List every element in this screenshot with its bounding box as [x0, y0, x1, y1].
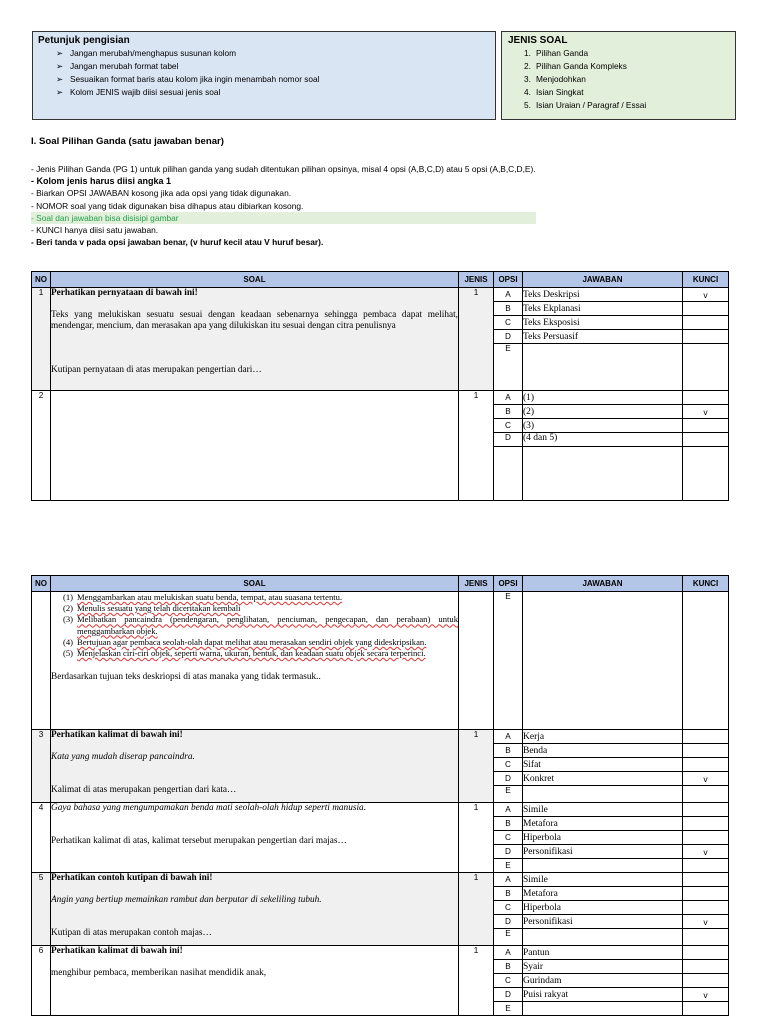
option-label: E [494, 344, 523, 391]
key-cell[interactable] [683, 887, 729, 901]
key-cell[interactable] [683, 803, 729, 817]
header-opsi: OPSI [494, 272, 523, 288]
answer-cell[interactable]: Simile [523, 803, 683, 817]
option-label: C [494, 831, 523, 845]
key-cell[interactable]: v [683, 988, 729, 1002]
answer-cell[interactable]: Sifat [523, 758, 683, 772]
answer-cell[interactable]: Personifikasi [523, 915, 683, 929]
key-cell[interactable] [683, 592, 729, 730]
table-row [32, 288, 729, 302]
note-line: - Soal dan jawaban bisa disisipi gambar [31, 212, 536, 224]
key-cell[interactable] [683, 391, 729, 405]
table-header-row [32, 272, 729, 288]
instructions-title: Petunjuk pengisian [38, 35, 130, 46]
key-cell[interactable] [683, 929, 729, 946]
answer-cell[interactable]: (4 dan 5) [523, 433, 683, 447]
header-soal: SOAL [51, 576, 459, 592]
answer-cell[interactable]: Hiperbola [523, 901, 683, 915]
jenis-soal-box [501, 31, 736, 120]
key-cell[interactable]: v [683, 845, 729, 859]
option-label: D [494, 845, 523, 859]
key-cell[interactable] [683, 817, 729, 831]
instruction-item: ➢ Jangan merubah/menghapus susunan kolom [56, 48, 237, 58]
note-line: - KUNCI hanya diisi satu jawaban. [31, 225, 159, 236]
answer-cell[interactable]: (3) [523, 419, 683, 433]
answer-cell[interactable]: Teks Persuasif [523, 330, 683, 344]
answer-cell[interactable]: Pantun [523, 946, 683, 960]
key-cell[interactable] [683, 419, 729, 433]
answer-cell[interactable]: (1) [523, 391, 683, 405]
instruction-item: ➢ Sesuaikan format baris atau kolom jika ingin menambah nomor soal [56, 74, 320, 84]
question-text[interactable]: Perhatikan pernyataan di bawah ini! Teks yang melukiskan sesuatu sesuai dengan keadaan sebenarnya sehingga pembaca dapat melihat, mendengar, mencium, dan merasakan apa yang dilukiskan itu sesuai dengan citra penulisnya Kutipan pernyataan di atas merupakan pengertian dari… [51, 288, 459, 391]
answer-cell[interactable]: (2) [523, 405, 683, 419]
answer-cell[interactable]: Puisi rakyat [523, 988, 683, 1002]
option-label: A [494, 730, 523, 744]
key-cell[interactable] [683, 859, 729, 873]
question-text[interactable]: Perhatikan kalimat di bawah ini! menghibur pembaca, memberikan nasihat mendidik anak, [51, 946, 459, 1016]
arrow-bullet-icon: ➢ [56, 74, 63, 84]
option-label: D [494, 433, 523, 447]
header-no: NO [32, 272, 51, 288]
key-cell[interactable] [683, 946, 729, 960]
key-cell[interactable] [683, 744, 729, 758]
answer-cell[interactable]: Personifikasi [523, 845, 683, 859]
arrow-bullet-icon: ➢ [56, 48, 63, 58]
option-label: C [494, 901, 523, 915]
header-jenis: JENIS [459, 272, 494, 288]
key-cell[interactable] [683, 960, 729, 974]
answer-cell[interactable]: Kerja [523, 730, 683, 744]
key-cell[interactable] [683, 901, 729, 915]
header-kunci: KUNCI [683, 576, 729, 592]
answer-spacer [523, 447, 683, 501]
note-line: - NOMOR soal yang tidak digunakan bisa dihapus atau dibiarkan kosong. [31, 200, 304, 211]
option-label: E [494, 1002, 523, 1016]
option-label: E [494, 859, 523, 873]
key-cell[interactable] [683, 758, 729, 772]
option-label: D [494, 330, 523, 344]
note-line: - Beri tanda v pada opsi jawaban benar, (v huruf kecil atau V huruf besar). [31, 237, 324, 248]
answer-cell[interactable]: Syair [523, 960, 683, 974]
key-cell[interactable]: v [683, 288, 729, 302]
option-label: D [494, 988, 523, 1002]
answer-cell[interactable] [523, 1002, 683, 1016]
table-row [32, 803, 729, 817]
option-label: A [494, 946, 523, 960]
question-jenis[interactable]: 1 [459, 391, 494, 501]
table-row [32, 730, 729, 744]
arrow-bullet-icon: ➢ [56, 61, 63, 71]
answer-cell[interactable]: Benda [523, 744, 683, 758]
answer-cell[interactable] [523, 592, 683, 730]
option-label: A [494, 391, 523, 405]
jenis-soal-item: 1. Pilihan Ganda [524, 48, 589, 58]
option-label: E [494, 929, 523, 946]
answer-cell[interactable]: Metafora [523, 887, 683, 901]
question-jenis[interactable]: 1 [459, 946, 494, 1016]
option-label: D [494, 915, 523, 929]
question-number: 5 [32, 873, 51, 946]
key-cell[interactable] [683, 330, 729, 344]
key-cell[interactable] [683, 831, 729, 845]
table-row [32, 946, 729, 960]
question-table-2 [31, 575, 729, 1016]
note-line: - Kolom jenis harus diisi angka 1 [31, 176, 172, 187]
header-kunci: KUNCI [683, 272, 729, 288]
key-cell[interactable] [683, 730, 729, 744]
key-cell[interactable] [683, 1002, 729, 1016]
key-cell[interactable] [683, 316, 729, 330]
key-cell[interactable]: v [683, 772, 729, 786]
key-cell[interactable] [683, 344, 729, 391]
option-label: E [494, 786, 523, 803]
question-text[interactable]: Perhatikan contoh kutipan di bawah ini! Angin yang bertiup memainkan rambut dan berputar di sekeliling tubuh. Kutipan di atas merupakan contoh majas… [51, 873, 459, 946]
instructions-box [32, 31, 496, 120]
key-cell[interactable] [683, 302, 729, 316]
key-cell[interactable] [683, 786, 729, 803]
key-spacer [683, 447, 729, 501]
answer-cell[interactable] [523, 859, 683, 873]
question-text[interactable]: (1) Menggambarkan atau melukiskan suatu benda, tempat, atau suasana tertentu. (2) Menulis sesuatu yang telah diceritakan kembali (3) Melibatkan pancaindra (pendengaran, penglihatan, penciuman, pengecapan, dan perabaan) untuk menggambarkan objek. (4) Bertujuan agar pembaca seolah-olah dapat melihat atau merasakan sendiri objek yang dideskripsikan. (5) Menjelaskan ciri-ciri objek, seperti warna, ukuran, bentuk, dan keadaan suatu objek secara terperinci. Berdasarkan tujuan teks deskriopsi di atas manaka yang tidak termasuk.. [51, 592, 459, 730]
option-label: B [494, 302, 523, 316]
table-row [32, 873, 729, 887]
option-label: C [494, 316, 523, 330]
question-number: 1 [32, 288, 51, 391]
answer-cell[interactable]: Teks Ekplanasi [523, 302, 683, 316]
answer-cell[interactable] [523, 786, 683, 803]
option-label: D [494, 772, 523, 786]
option-label: A [494, 873, 523, 887]
key-cell[interactable] [683, 873, 729, 887]
section-title: I. Soal Pilihan Ganda (satu jawaban benar) [31, 136, 224, 147]
header-opsi: OPSI [494, 576, 523, 592]
option-label: C [494, 758, 523, 772]
question-jenis[interactable]: 1 [459, 873, 494, 946]
answer-cell[interactable]: Teks Eksposisi [523, 316, 683, 330]
option-label: B [494, 887, 523, 901]
note-line: - Biarkan OPSI JAWABAN kosong jika ada opsi yang tidak digunakan. [31, 188, 292, 199]
jenis-soal-item: 4. Isian Singkat [524, 87, 584, 97]
jenis-soal-title: JENIS SOAL [508, 35, 568, 46]
option-label: B [494, 817, 523, 831]
table-row [32, 592, 729, 730]
table-row [32, 391, 729, 405]
key-cell[interactable] [683, 974, 729, 988]
answer-cell[interactable]: Gurindam [523, 974, 683, 988]
answer-cell[interactable]: Hiperbola [523, 831, 683, 845]
option-label: A [494, 803, 523, 817]
question-jenis[interactable]: 1 [459, 288, 494, 391]
key-cell[interactable]: v [683, 915, 729, 929]
question-jenis[interactable]: 1 [459, 803, 494, 873]
option-label: B [494, 960, 523, 974]
option-label: E [494, 592, 523, 730]
header-jawaban: JAWABAN [523, 576, 683, 592]
question-jenis[interactable] [459, 592, 494, 730]
question-jenis[interactable]: 1 [459, 730, 494, 803]
option-label: C [494, 419, 523, 433]
answer-cell[interactable] [523, 929, 683, 946]
question-table-1 [31, 271, 729, 501]
jenis-soal-item: 2. Pilihan Ganda Kompleks [524, 61, 627, 71]
header-jawaban: JAWABAN [523, 272, 683, 288]
key-cell[interactable]: v [683, 405, 729, 419]
question-text[interactable] [51, 391, 459, 501]
option-label: A [494, 288, 523, 302]
option-label: B [494, 405, 523, 419]
jenis-soal-item: 3. Menjodohkan [524, 74, 586, 84]
note-line: - Jenis Pilihan Ganda (PG 1) untuk pilihan ganda yang sudah ditentukan pilihan opsinya, misal 4 opsi (A,B,C,D) atau 5 opsi (A,B,C,D,E). [31, 164, 536, 174]
criteria-list: (1) Menggambarkan atau melukiskan suatu benda, tempat, atau suasana tertentu. (2) Menulis sesuatu yang telah diceritakan kembali (3) Melibatkan pancaindra (pendengaran, penglihatan, penciuman, pengecapan, dan perabaan) untuk menggambarkan objek. (4) Bertujuan agar pembaca seolah-olah dapat melihat atau merasakan sendiri objek yang dideskripsikan. (5) Menjelaskan ciri-ciri objek, seperti warna, ukuran, bentuk, dan keadaan suatu objek secara terperinci. [63, 592, 458, 659]
question-number: 6 [32, 946, 51, 1016]
answer-cell[interactable]: Konkret [523, 772, 683, 786]
instruction-item: ➢ Jangan merubah format tabel [56, 61, 179, 71]
answer-cell[interactable]: Teks Deskripsi [523, 288, 683, 302]
option-label: B [494, 744, 523, 758]
answer-cell[interactable]: Simile [523, 873, 683, 887]
table-header-row [32, 576, 729, 592]
header-soal: SOAL [51, 272, 459, 288]
key-cell[interactable] [683, 433, 729, 447]
question-number [32, 592, 51, 730]
option-label: C [494, 974, 523, 988]
header-jenis: JENIS [459, 576, 494, 592]
answer-cell[interactable] [523, 344, 683, 391]
question-number: 2 [32, 391, 51, 501]
question-number: 4 [32, 803, 51, 873]
question-number: 3 [32, 730, 51, 803]
jenis-soal-item: 5. Isian Uraian / Paragraf / Essai [524, 100, 647, 110]
option-spacer [494, 447, 523, 501]
question-text[interactable]: Gaya bahasa yang mengumpamakan benda mati seolah-olah hidup seperti manusia. Perhatikan kalimat di atas, kalimat tersebut merupakan pengertian dari majas… [51, 803, 459, 873]
arrow-bullet-icon: ➢ [56, 87, 63, 97]
header-no: NO [32, 576, 51, 592]
question-text[interactable]: Perhatikan kalimat di bawah ini! Kata yang mudah diserap pancaindra. Kalimat di atas merupakan pengertian dari kata… [51, 730, 459, 803]
section-notes [31, 163, 536, 248]
answer-cell[interactable]: Metafora [523, 817, 683, 831]
instruction-item: ➢ Kolom JENIS wajib diisi sesuai jenis soal [56, 87, 221, 97]
